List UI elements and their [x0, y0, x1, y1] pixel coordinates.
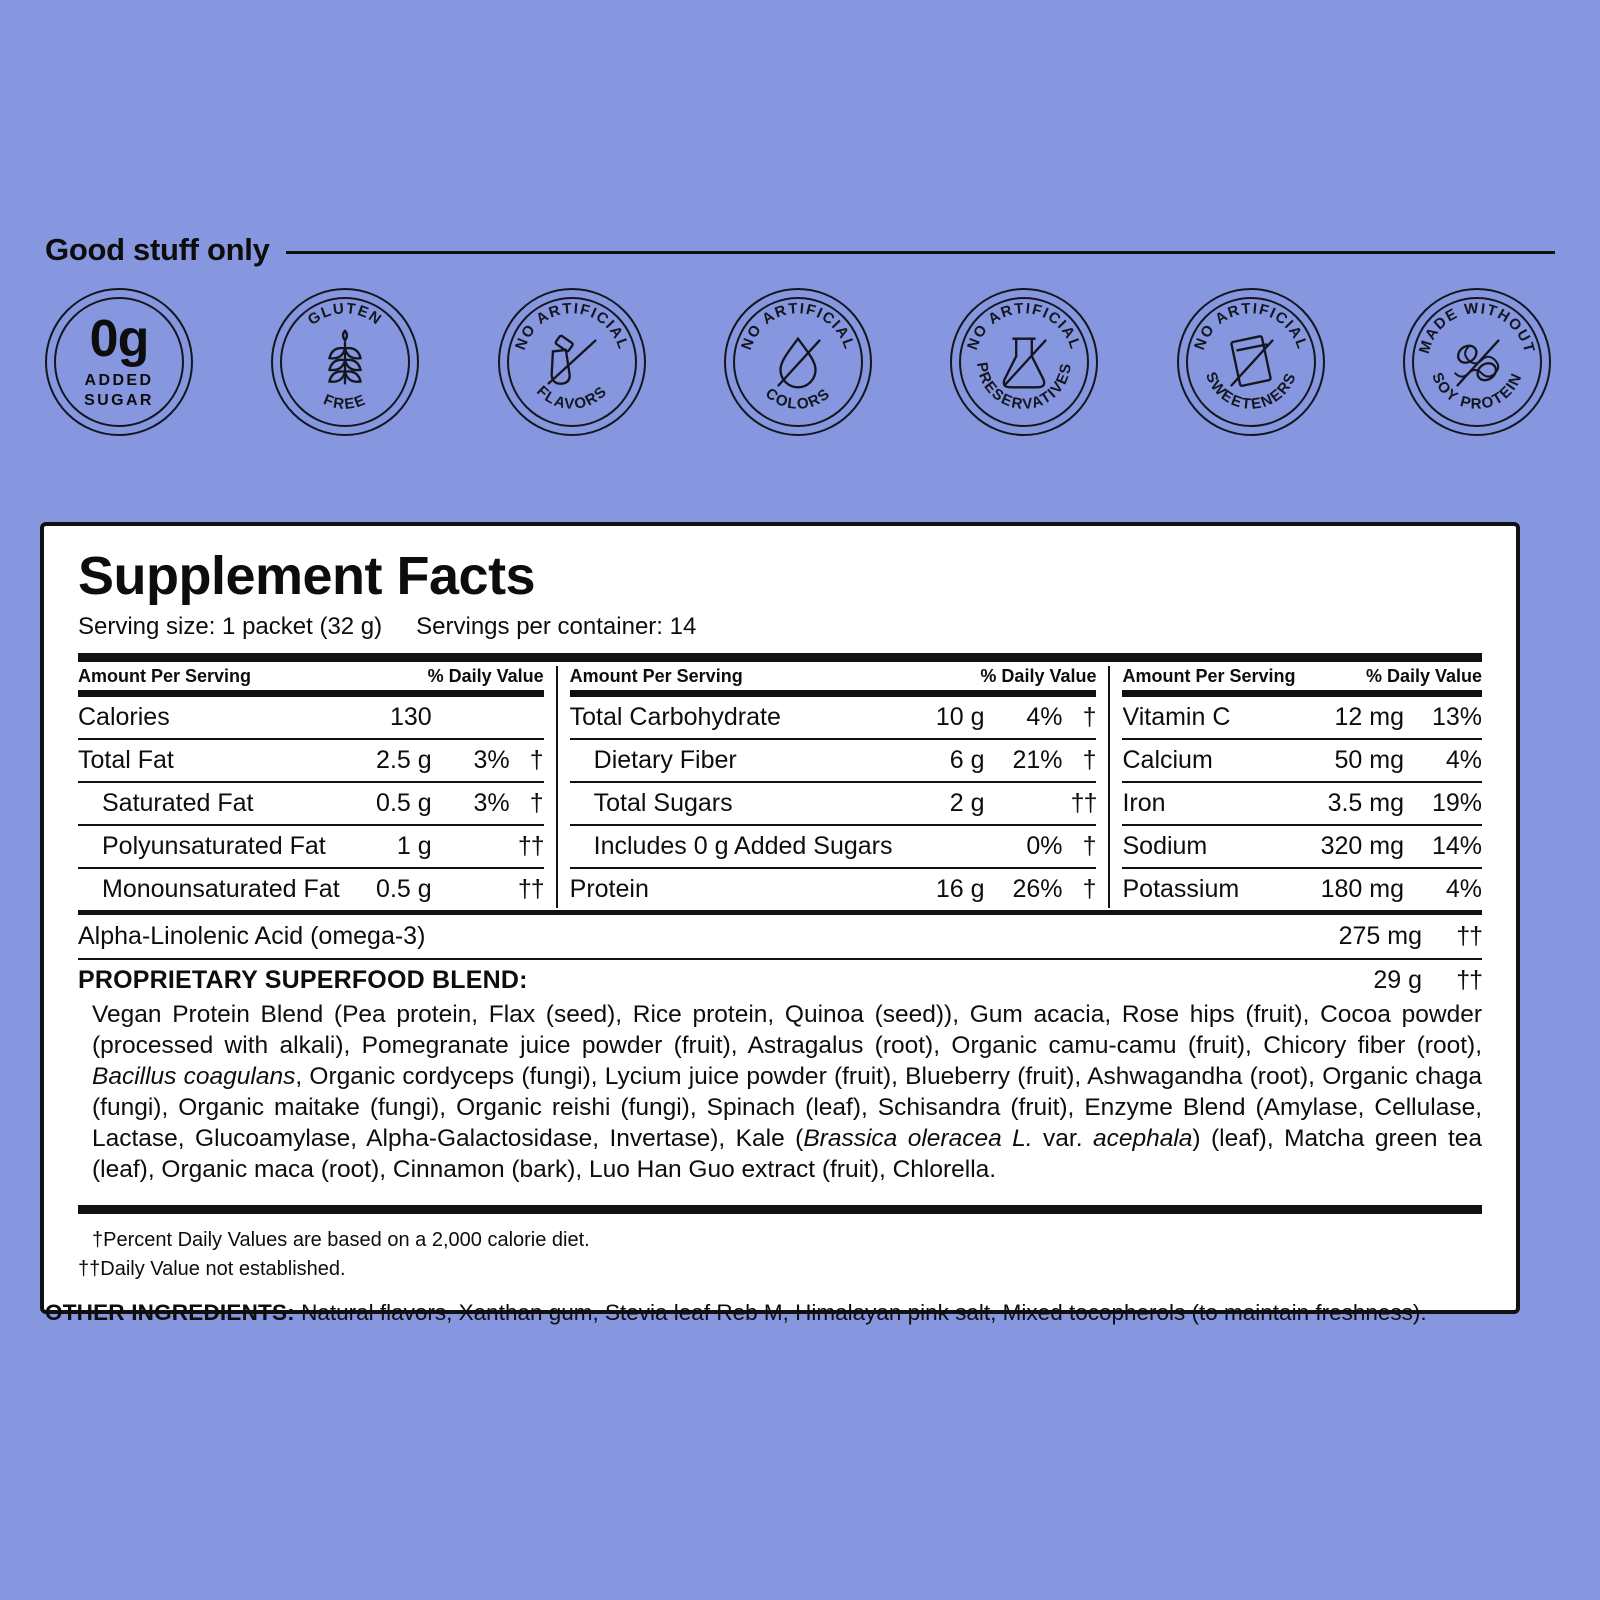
serving-info	[78, 613, 1482, 641]
other-ingredients-text: Natural flavors, Xanthan gum, Stevia leaf Reb M, Himalayan pink salt, Mixed tocopherols (to maintain freshness).	[294, 1300, 1427, 1325]
nutrient-dv: 3%	[473, 745, 510, 774]
amount-per-serving-label: Amount Per Serving	[1122, 665, 1296, 686]
table-row	[570, 781, 1097, 824]
badge-added-sugar	[45, 288, 193, 436]
nutrient-dv: 4%	[1445, 874, 1482, 903]
nutrient-label: Total Carbohydrate	[569, 702, 781, 731]
nutrient-dv: 19%	[1431, 788, 1482, 817]
nutrient-amount: 12 mg	[1334, 702, 1404, 731]
nutrition-columns	[78, 662, 1482, 910]
badge-gluten-free	[271, 288, 419, 436]
table-row	[1122, 867, 1482, 910]
nutrient-dagger: †	[1082, 874, 1097, 903]
badge-no-artificial-colors	[724, 288, 872, 436]
badge-no-artificial-sweeteners	[1177, 288, 1325, 436]
badge-inner-ring	[1412, 297, 1542, 427]
amount-per-serving-label: Amount Per Serving	[569, 665, 743, 686]
nutrient-dv: 13%	[1431, 702, 1482, 731]
badge-inner-ring	[959, 297, 1089, 427]
nutrient-dagger: †	[1082, 745, 1097, 774]
table-row	[1122, 824, 1482, 867]
badge-top-text: NO ARTIFICIAL	[1190, 300, 1311, 353]
good-stuff-only-header	[45, 232, 1555, 268]
column-3-header	[1122, 662, 1482, 690]
nutrient-dagger: †	[529, 745, 544, 774]
badge-made-without-soy-protein	[1403, 288, 1551, 436]
nutrient-label: Total Fat	[78, 745, 174, 774]
table-row	[570, 695, 1097, 738]
nutrient-dagger: †	[1082, 831, 1097, 860]
nutrient-amount: 3.5 mg	[1327, 788, 1404, 817]
nutrient-label: Monounsaturated Fat	[102, 874, 340, 903]
nutrient-amount: 320 mg	[1320, 831, 1404, 860]
badge-top-text: NO ARTIFICIAL	[738, 300, 858, 353]
nutrient-dagger: †	[1082, 702, 1097, 731]
badge-top-text: MADE WITHOUT	[1415, 299, 1538, 356]
good-stuff-only-title: Good stuff only	[45, 232, 270, 267]
badge-no-artificial-preservatives	[950, 288, 1098, 436]
nutrient-amount: 10 g	[935, 702, 985, 731]
nutrient-dv: 4%	[1445, 745, 1482, 774]
table-row	[1122, 738, 1482, 781]
other-ingredients	[45, 1298, 1545, 1327]
table-row	[570, 738, 1097, 781]
omega-amount: 275 mg	[1338, 921, 1422, 950]
badge-bottom-text: COLORS	[762, 384, 834, 414]
badge-inner-ring	[54, 297, 184, 427]
servings-per-container: Servings per container: 14	[416, 612, 697, 640]
divider-thick-top	[78, 653, 1482, 662]
good-stuff-only-section	[45, 232, 1555, 436]
nutrient-label: Vitamin C	[1122, 702, 1231, 731]
footnote-not-established: ††Daily Value not established.	[78, 1258, 346, 1281]
footnote-daily-values: †Percent Daily Values are based on a 2,000 calorie diet.	[92, 1229, 590, 1252]
daily-value-label: % Daily Value	[427, 665, 544, 686]
table-row	[78, 695, 544, 738]
header-divider	[286, 251, 1555, 254]
blend-dagger: ††	[1456, 965, 1482, 994]
nutrient-label: Dietary Fiber	[593, 745, 737, 774]
table-row	[1122, 781, 1482, 824]
serving-size: Serving size: 1 packet (32 g)	[78, 612, 383, 640]
supplement-facts-panel	[40, 522, 1520, 1314]
divider-thick-bottom	[78, 1205, 1482, 1214]
nutrient-dv: 4%	[1026, 702, 1063, 731]
column-divider	[544, 662, 570, 910]
omega-label: Alpha-Linolenic Acid (omega-3)	[78, 921, 426, 950]
nutrient-dv: 3%	[473, 788, 510, 817]
nutrient-dagger: ††	[1070, 788, 1097, 817]
nutrition-column-2	[570, 662, 1097, 910]
nutrient-dv: 0%	[1026, 831, 1063, 860]
added-sugar-amount: 0g	[89, 310, 149, 368]
added-sugar-line2: SUGAR	[84, 392, 154, 409]
badge-inner-ring	[280, 297, 410, 427]
blend-ingredients: Vegan Protein Blend (Pea protein, Flax (seed), Rice protein, Quinoa (seed)), Gum acacia, Rose hips (fruit), Cocoa powder (processed with alkali), Pomegranate juice powder (fruit), Astragalus (root), Organic camu-camu (fruit), Chicory fiber (root), Bacillus coagulans, Organic cordyceps (fungi), Lycium juice powder (fruit), Blueberry (fruit), Ashwagandha (root), Organic chaga (fungi), Organic maitake (fungi), Organic reishi (fungi), Spinach (leaf), Schisandra (fruit), Enzyme Blend (Amylase, Cellulase, Lactase, Glucoamylase, Alpha-Galactosidase, Invertase), Kale (Brassica oleracea L. var. acephala) (leaf), Matcha green tea (leaf), Organic maca (root), Cinnamon (bark), Luo Han Guo extract (fruit), Chlorella.	[92, 1000, 1483, 1184]
nutrient-label: Iron	[1122, 788, 1166, 817]
nutrient-label: Protein	[569, 874, 649, 903]
badge-bottom-text: FREE	[321, 391, 370, 414]
badge-top-text: NO ARTIFICIAL	[511, 300, 632, 353]
nutrient-amount: 6 g	[949, 745, 985, 774]
badge-inner-ring	[733, 297, 863, 427]
nutrient-amount: 2 g	[949, 788, 985, 817]
blend-heading: PROPRIETARY SUPERFOOD BLEND:	[78, 965, 528, 994]
nutrient-dv: 21%	[1012, 745, 1063, 774]
table-row	[78, 867, 544, 910]
nutrient-dagger: †	[529, 788, 544, 817]
badge-bottom-text: SWEETENERS	[1201, 369, 1300, 414]
badge-top-text: NO ARTIFICIAL	[964, 300, 1085, 353]
table-row	[78, 781, 544, 824]
amount-per-serving-label: Amount Per Serving	[78, 665, 252, 686]
nutrient-dagger: ††	[517, 874, 544, 903]
nutrient-amount: 180 mg	[1320, 874, 1404, 903]
added-sugar-line1: ADDED	[84, 372, 154, 389]
nutrient-amount: 130	[389, 702, 432, 731]
column-2-header	[570, 662, 1097, 690]
nutrient-label: Includes 0 g Added Sugars	[593, 831, 893, 860]
nutrient-label: Saturated Fat	[102, 788, 254, 817]
badge-top-text: GLUTEN	[305, 300, 386, 329]
nutrient-label: Total Sugars	[593, 788, 733, 817]
nutrient-dagger: ††	[517, 831, 544, 860]
blend-amount: 29 g	[1373, 965, 1422, 994]
blend-heading-row	[78, 960, 1482, 997]
table-row	[78, 824, 544, 867]
nutrient-label: Calcium	[1122, 745, 1213, 774]
nutrient-amount: 16 g	[935, 874, 985, 903]
nutrition-column-3	[1122, 662, 1482, 910]
table-row	[78, 738, 544, 781]
daily-value-label: % Daily Value	[980, 665, 1097, 686]
nutrient-label: Calories	[78, 702, 170, 731]
column-1-header	[78, 662, 544, 690]
daily-value-label: % Daily Value	[1365, 665, 1482, 686]
table-row	[570, 824, 1097, 867]
omega-row	[78, 915, 1482, 958]
nutrient-label: Polyunsaturated Fat	[102, 831, 326, 860]
badge-row	[45, 288, 1555, 436]
badge-bottom-text: PRESERVATIVES	[973, 361, 1076, 414]
nutrient-dv: 26%	[1012, 874, 1063, 903]
nutrient-amount: 0.5 g	[376, 788, 432, 817]
nutrient-amount: 0.5 g	[376, 874, 432, 903]
nutrient-amount: 50 mg	[1334, 745, 1404, 774]
nutrition-column-1	[78, 662, 544, 910]
nutrient-amount: 2.5 g	[376, 745, 432, 774]
other-ingredients-label: OTHER INGREDIENTS:	[45, 1300, 295, 1325]
footnotes	[78, 1214, 1482, 1284]
supplement-facts-title: Supplement Facts	[78, 546, 536, 606]
table-row	[570, 867, 1097, 910]
column-divider	[1096, 662, 1122, 910]
badge-bottom-text: FLAVORS	[532, 382, 611, 413]
omega-dagger: ††	[1456, 921, 1482, 950]
nutrient-amount: 1 g	[396, 831, 432, 860]
nutrient-label: Potassium	[1122, 874, 1240, 903]
badge-bottom-text: SOY PROTEIN	[1428, 369, 1526, 413]
nutrient-dv: 14%	[1431, 831, 1482, 860]
badge-inner-ring	[1186, 297, 1316, 427]
badge-inner-ring	[507, 297, 637, 427]
table-row	[1122, 695, 1482, 738]
badge-no-artificial-flavors	[498, 288, 646, 436]
nutrient-label: Sodium	[1122, 831, 1208, 860]
